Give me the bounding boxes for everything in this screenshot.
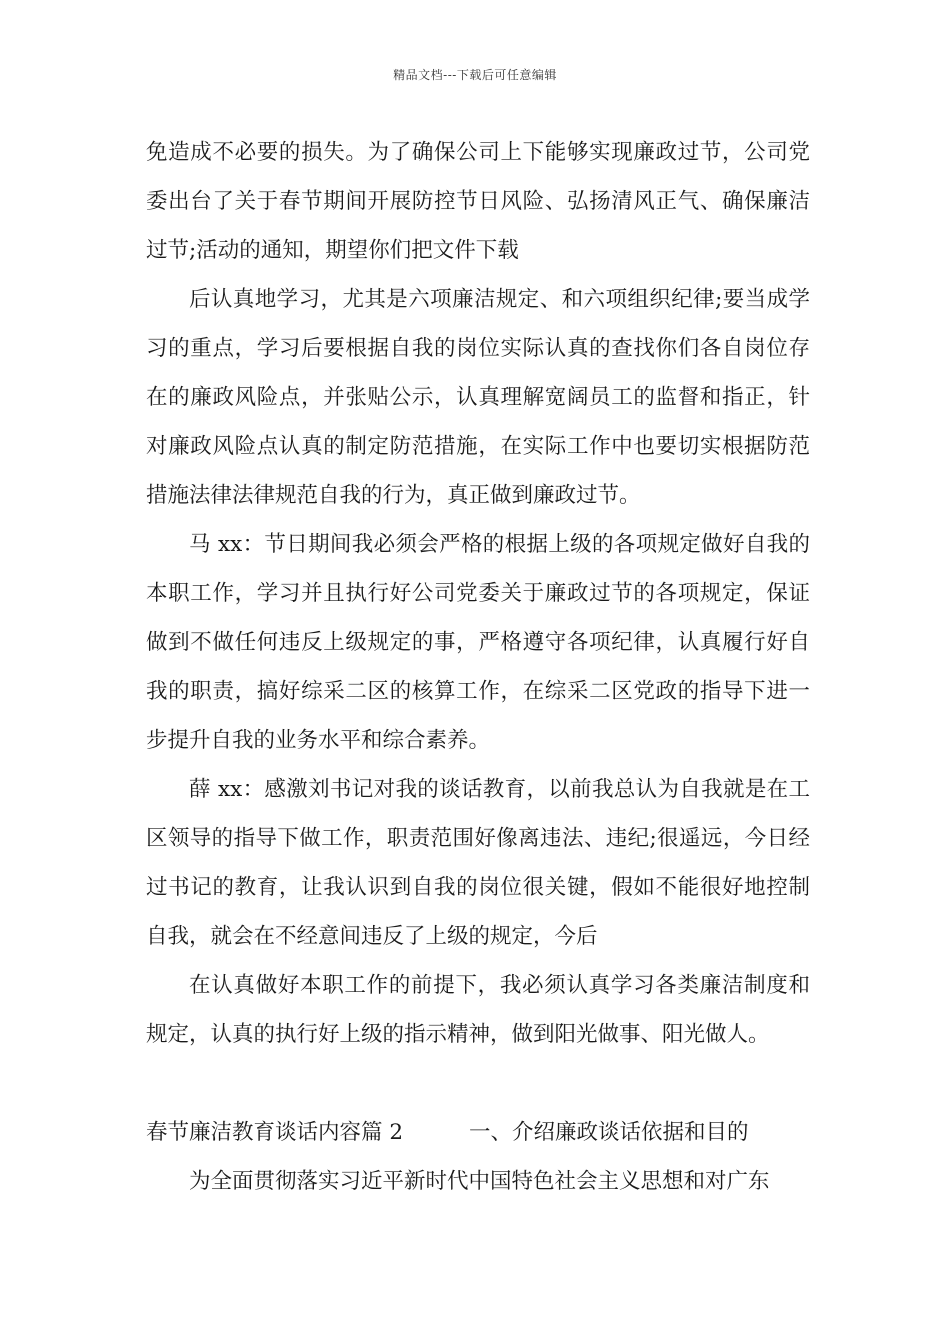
paragraph-2: 后认真地学习，尤其是六项廉洁规定、和六项组织纪律;要当成学习的重点，学习后要根据自我的岗位实际认真的查找你们各自岗位存在的廉政风险点，并张贴公示，认真理解宽阔员工的监督和指正，针对廉政风险点认真的制定防范措施，在实际工作中也要切实根据防范措施法律法律规范自我的行为，真正做到廉政过节。 bbox=[146, 287, 810, 508]
paragraph-1: 免造成不必要的损失。为了确保公司上下能够实现廉政过节，公司党委出台了关于春节期间开展防控节日风险、弘扬清风正气、确保廉洁过节;活动的通知，期望你们把文件下载 bbox=[146, 140, 810, 263]
paragraph-6: 为全面贯彻落实习近平新时代中国特色社会主义思想和对广东 bbox=[189, 1169, 770, 1194]
document-body bbox=[146, 128, 810, 1206]
paragraph-4: 薛 xx：感激刘书记对我的谈话教育，以前我总认为自我就是在工区领导的指导下做工作，职责范围好像离违法、违纪;很遥远，今日经过书记的教育，让我认识到自我的岗位很关键，假如不能很好地控制自我，就会在不经意间违反了上级的规定，今后 bbox=[146, 777, 810, 949]
paragraph-5: 在认真做好本职工作的前提下，我必须认真学习各类廉洁制度和规定，认真的执行好上级的指示精神，做到阳光做事、阳光做人。 bbox=[146, 973, 810, 1047]
section-title: 春节廉洁教育谈话内容篇 2 bbox=[146, 1120, 404, 1145]
section-heading bbox=[146, 1108, 810, 1157]
paragraph-3: 马 xx：节日期间我必须会严格的根据上级的各项规定做好自我的本职工作，学习并且执行好公司党委关于廉政过节的各项规定，保证做到不做任何违反上级规定的事，严格遵守各项纪律，认真履行好自我的职责，搞好综采二区的核算工作，在综采二区党政的指导下进一步提升自我的业务水平和综合素养。 bbox=[146, 532, 810, 753]
page-header: 精品文档---下载后可任意编辑 bbox=[393, 68, 557, 82]
blank-line bbox=[146, 1059, 810, 1108]
section-subtitle: 一、介绍廉政谈话依据和目的 bbox=[469, 1120, 749, 1145]
